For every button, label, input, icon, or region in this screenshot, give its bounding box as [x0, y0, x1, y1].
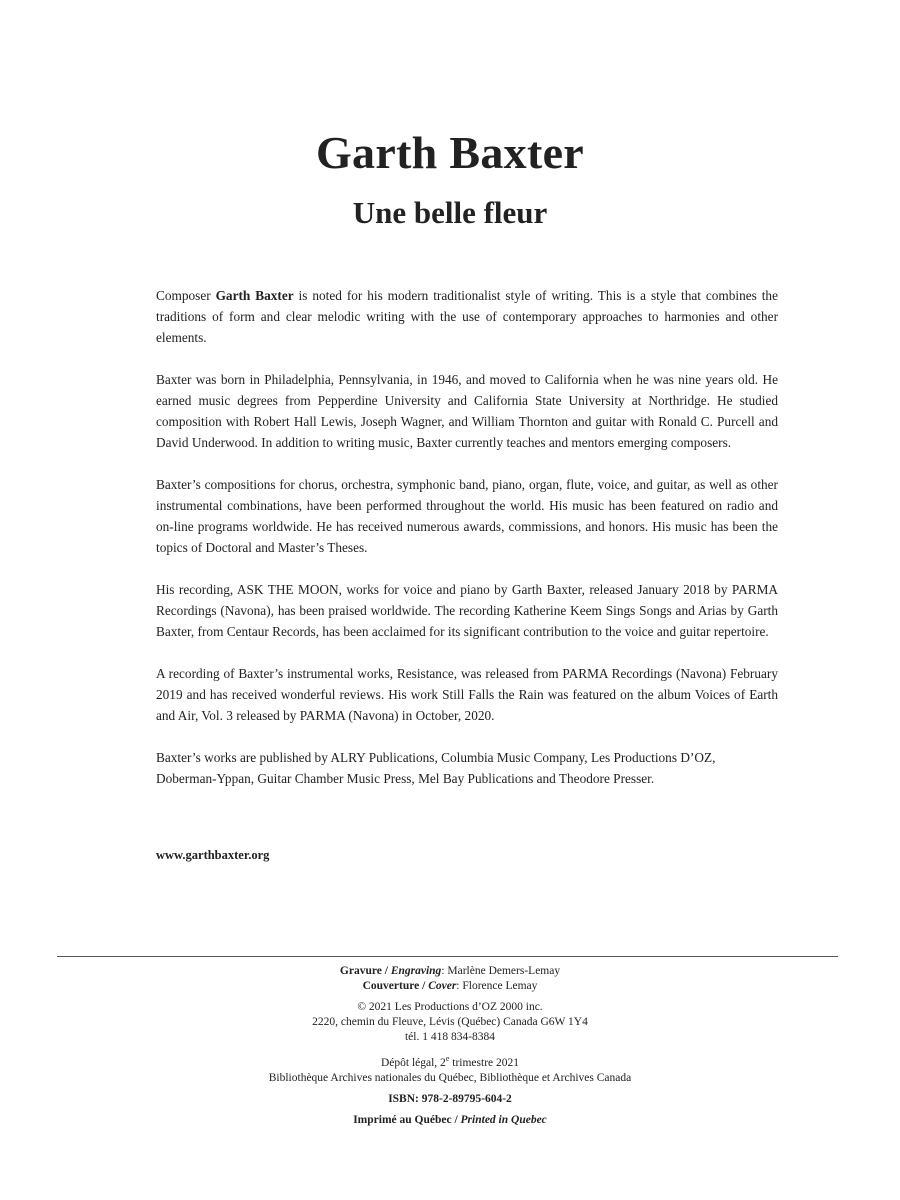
depot-legal: Dépôt légal, 2e trimestre 2021 — [380, 1054, 519, 1069]
composer-name-inline: Garth Baxter — [215, 288, 294, 303]
printed-in: Imprimé au Québec / Printed in Quebec — [353, 1113, 547, 1126]
publication-credits — [0, 964, 900, 1134]
copyright: © 2021 Les Productions d’OZ 2000 inc. — [357, 1001, 543, 1013]
biography — [156, 285, 778, 810]
bio-paragraph-6: Baxter’s works are published by ALRY Publications, Columbia Music Company, Les Productions D’OZ, Doberman-Yppan, Guitar Chamber Music Press, Mel Bay Publications and Theodore Presser. — [156, 750, 716, 786]
isbn: ISBN: 978-2-89795-604-2 — [388, 1092, 512, 1105]
bio-paragraph-4: His recording, ASK THE MOON, works for voice and piano by Garth Baxter, released January 2018 by PARMA Recordings (Navona), has been praised worldwide. The recording Katherine Keem Sings Songs and Arias by Garth Baxter, from Centaur Records, has been acclaimed for its significant contribution to the voice and guitar repertoire. — [156, 582, 778, 639]
credits-staff — [0, 964, 900, 994]
divider — [57, 956, 838, 957]
title-block — [0, 122, 900, 234]
publisher-info — [0, 1000, 900, 1045]
bio-paragraph-1: Composer Garth Baxter is noted for his modern traditionalist style of writing. This is a style that combines the traditions of form and clear melodic writing with the use of contemporary approaches to harmonies and other elements. — [156, 288, 778, 345]
library-info: Bibliothèque Archives nationales du Québec, Bibliothèque et Archives Canada — [268, 1071, 632, 1084]
publisher-address: 2220, chemin du Fleuve, Lévis (Québec) Canada G6W 1Y4 — [312, 1016, 588, 1028]
composer-name: Garth Baxter — [315, 127, 585, 178]
work-title: Une belle fleur — [352, 195, 548, 230]
publisher-phone: tél. 1 418 834-8384 — [404, 1031, 496, 1043]
engraving-credit: Gravure / Engraving: Marlène Demers-Lemay — [339, 965, 561, 977]
website-link[interactable]: www.garthbaxter.org — [156, 848, 270, 862]
legal-deposit — [0, 1051, 900, 1086]
cover-credit: Couverture / Cover: Florence Lemay — [362, 980, 538, 992]
bio-paragraph-3: Baxter’s compositions for chorus, orchestra, symphonic band, piano, organ, flute, voice, and guitar, as well as other instrumental combinations, have been performed throughout the world. His music has been featured on radio and on-line programs worldwide. He has received numerous awards, commissions, and honors. His music has been the topics of Doctoral and Master’s Theses. — [156, 477, 778, 555]
bio-paragraph-2: Baxter was born in Philadelphia, Pennsylvania, in 1946, and moved to California when he was nine years old. He earned music degrees from Pepperdine University and California State University at Northridge. He studied composition with Robert Hall Lewis, Joseph Wagner, and William Thornton and guitar with Ronald C. Purcell and David Underwood. In addition to writing music, Baxter currently teaches and mentors emerging composers. — [156, 372, 778, 450]
bio-paragraph-5: A recording of Baxter’s instrumental works, Resistance, was released from PARMA Recordings (Navona) February 2019 and has received wonderful reviews. His work Still Falls the Rain was featured on the album Voices of Earth and Air, Vol. 3 released by PARMA (Navona) in October, 2020. — [156, 666, 778, 723]
